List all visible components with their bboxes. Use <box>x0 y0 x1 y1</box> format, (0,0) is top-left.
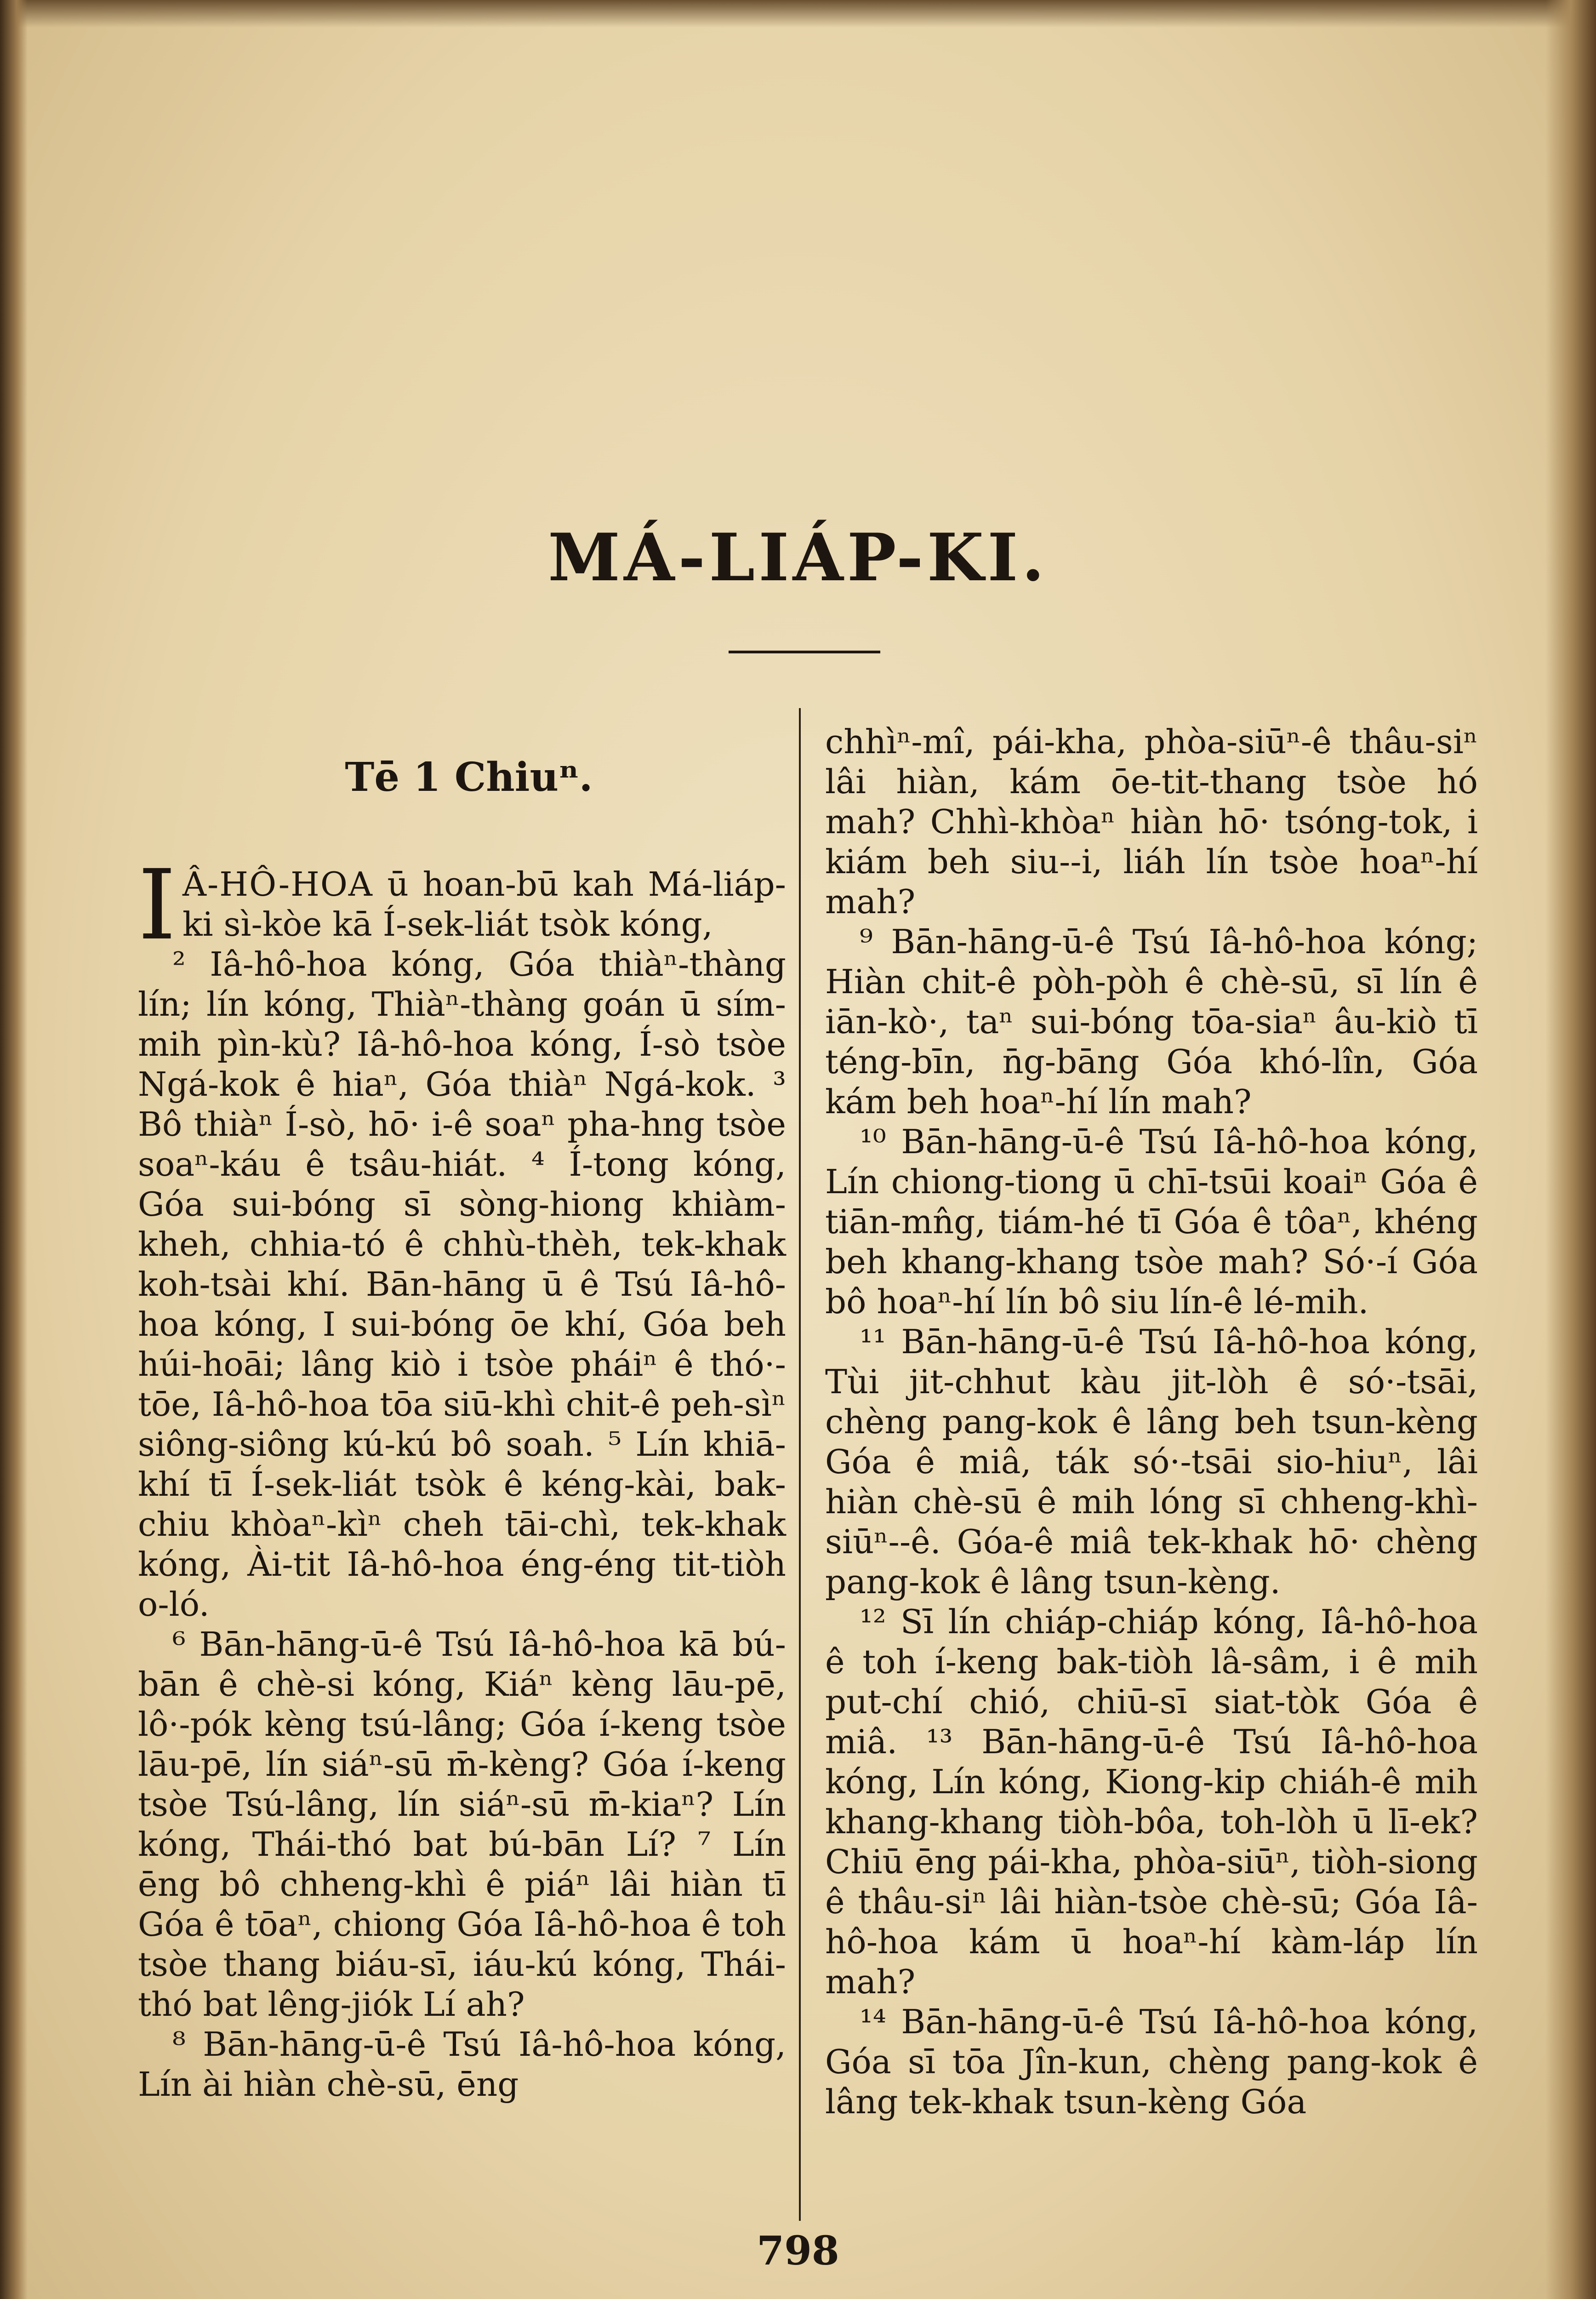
verse-paragraph: ¹² Sī lín chiáp-chiáp kóng, Iâ-hô-hoa ê toh í-keng bak-tiòh lâ-sâm, i ê mih put-chí chió, chiū-sī siat-tòk Góa ê miâ. ¹³ Bān-hāng-ū-ê Tsú Iâ-hô-hoa kóng, Lín kóng, Kiong-kip chiáh-ê mih khang-khang tiòh-bôa, toh-lòh ū lī-ek? Chiū ēng pái-kha, phòa-siūⁿ, tiòh-siong ê thâu-siⁿ lâi hiàn-tsòe chè-sū; Góa Iâ-hô-hoa kám ū hoaⁿ-hí kàm-láp lín mah? <box>825 1602 1478 2001</box>
verse-paragraph <box>138 849 786 961</box>
verse-paragraph: chhìⁿ-mî, pái-kha, phòa-siūⁿ-ê thâu-siⁿ lâi hiàn, kám ōe-tit-thang tsòe hó mah? Chhì-khòaⁿ hiàn hō· tsóng-tok, i kiám beh siu--i, liáh lín tsòe hoaⁿ-hí mah? <box>825 722 1478 921</box>
chapter-heading: Tē 1 Chiuⁿ. <box>345 754 593 801</box>
verse-paragraph: ¹⁰ Bān-hāng-ū-ê Tsú Iâ-hô-hoa kóng, Lín chiong-tiong ū chī-tsūi koaiⁿ Góa ê tiān-mn̂g, tiám-hé tī Góa ê tôaⁿ, khéng beh khang-khang tsòe mah? Só·-í Góa bô hoaⁿ-hí lín bô siu lín-ê lé-mih. <box>825 1122 1478 1321</box>
right-column <box>825 722 1478 2122</box>
left-column <box>138 849 786 2105</box>
page-edge-right <box>1545 0 1596 2299</box>
page-edge-left <box>0 0 28 2299</box>
book-title: MÁ-LIÁP-KI. <box>548 520 1048 596</box>
verse-paragraph: ⁸ Bān-hāng-ū-ê Tsú Iâ-hô-hoa kóng, Lín ài hiàn chè-sū, ēng <box>138 2025 786 2104</box>
verse-paragraph: ¹¹ Bān-hāng-ū-ê Tsú Iâ-hô-hoa kóng, Tùi jit-chhut kàu jit-lòh ê só·-tsāi, chèng pang-kok ê lâng beh tsun-kèng Góa ê miâ, ták só·-tsāi sio-hiuⁿ, lâi hiàn chè-sū ê mih lóng sī chheng-khì-siūⁿ--ê. Góa-ê miâ tek-khak hō· chèng pang-kok ê lâng tsun-kèng. <box>825 1322 1478 1601</box>
verse-paragraph: ² Iâ-hô-hoa kóng, Góa thiàⁿ-thàng lín; lín kóng, Thiàⁿ-thàng goán ū sím-mih pìn-kù? Iâ-hô-hoa kóng, Í-sò tsòe Ngá-kok ê hiaⁿ, Góa thiàⁿ Ngá-kok. ³ Bô thiàⁿ Í-sò, hō· i-ê soaⁿ pha-hng tsòe soaⁿ-káu ê tsâu-hiát. ⁴ Í-tong kóng, Góa sui-bóng sī sòng-hiong khiàm-kheh, chhia-tó ê chhù-thèh, tek-khak koh-tsài khí. Bān-hāng ū ê Tsú Iâ-hô-hoa kóng, I sui-bóng ōe khí, Góa beh húi-hoāi; lâng kiò i tsòe pháiⁿ ê thó·-tōe, Iâ-hô-hoa tōa siū-khì chit-ê peh-sìⁿ siông-siông kú-kú bô soah. ⁵ Lín khiā-khí tī Í-sek-liát tsòk ê kéng-kài, bak-chiu khòaⁿ-kìⁿ cheh tāi-chì, tek-khak kóng, Ài-tit Iâ-hô-hoa éng-éng tit-tiòh o-ló. <box>138 945 786 1624</box>
drop-cap: I <box>138 849 176 961</box>
opening-smallcaps: Â-HÔ-HOA <box>182 865 373 904</box>
verse-paragraph: ⁹ Bān-hāng-ū-ê Tsú Iâ-hô-hoa kóng; Hiàn chit-ê pòh-pòh ê chè-sū, sī lín ê iān-kò·, taⁿ sui-bóng tōa-siaⁿ âu-kiò tī téng-bīn, n̄g-bāng Góa khó-lîn, Góa kám beh hoaⁿ-hí lín mah? <box>825 922 1478 1121</box>
page-edge-top <box>0 0 1596 28</box>
column-divider <box>799 708 801 2221</box>
title-rule <box>729 651 880 653</box>
verse-paragraph: ⁶ Bān-hāng-ū-ê Tsú Iâ-hô-hoa kā bú-bān ê chè-si kóng, Kiáⁿ kèng lāu-pē, lô·-pók kèng tsú-lâng; Góa í-keng tsòe lāu-pē, lín siáⁿ-sū m̄-kèng? Góa í-keng tsòe Tsú-lâng, lín siáⁿ-sū m̄-kiaⁿ? Lín kóng, Thái-thó bat bú-bān Lí? ⁷ Lín ēng bô chheng-khì ê piáⁿ lâi hiàn tī Góa ê tōaⁿ, chiong Góa Iâ-hô-hoa ê toh tsòe thang biáu-sī, iáu-kú kóng, Thái-thó bat lêng-jiók Lí ah? <box>138 1625 786 2024</box>
page-number: 798 <box>757 2228 839 2274</box>
verse-paragraph: ¹⁴ Bān-hāng-ū-ê Tsú Iâ-hô-hoa kóng, Góa sī tōa Jîn-kun, chèng pang-kok ê lâng tek-khak tsun-kèng Góa <box>825 2002 1478 2121</box>
verse-text: ū hoan-bū kah Má-liáp-ki sì-kòe kā Í-sek-liát tsòk kóng, <box>182 865 786 944</box>
